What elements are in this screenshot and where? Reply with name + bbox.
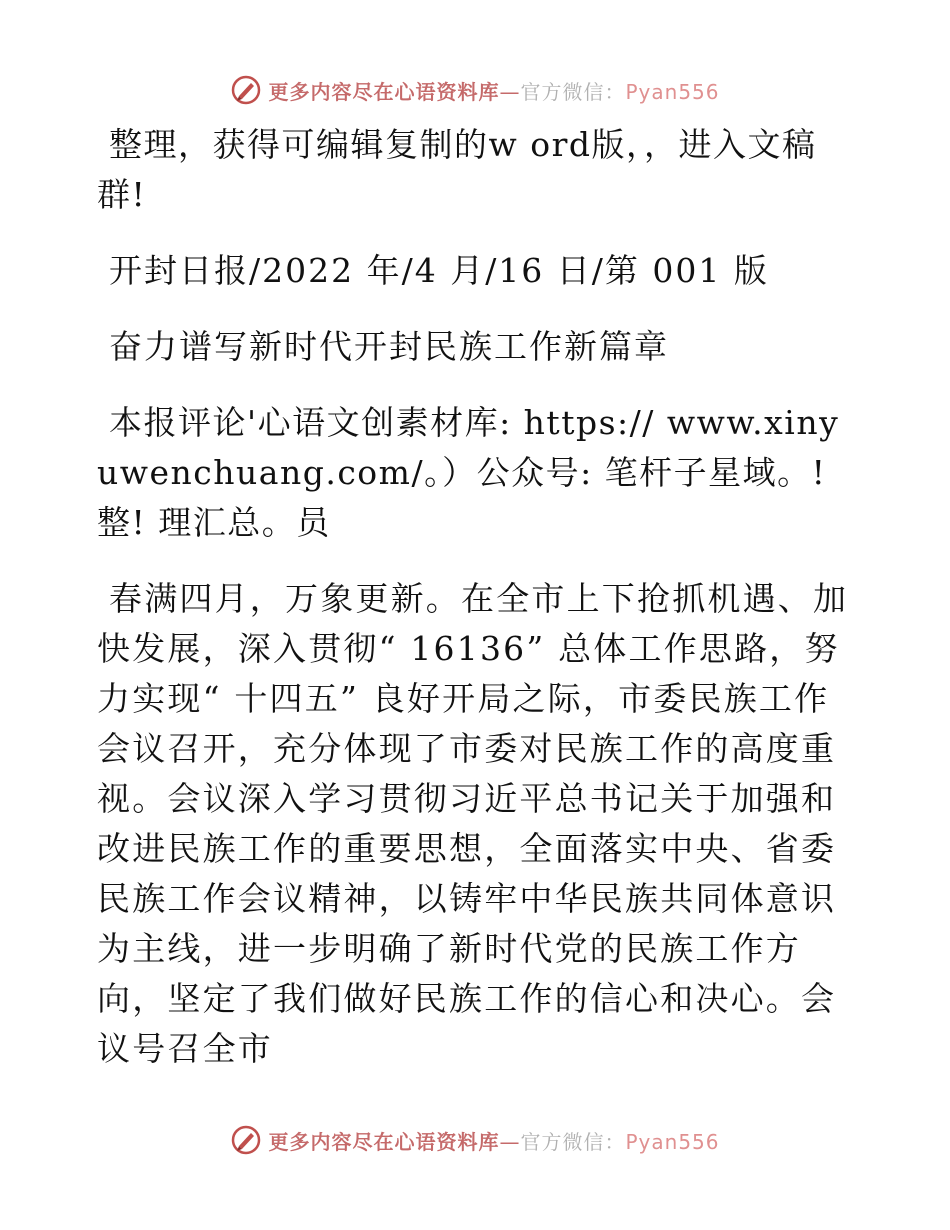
body-paragraph: 春满四月，万象更新。在全市上下抢抓机遇、加快发展，深入贯彻“ 16136” 总体工作思路，努力实现“ 十四五” 良好开局之际，市委民族工作会议召开，充分体现了市委对民族工作的高度重视。会议深入学习贯彻习近平总书记关于加强和改进民族工作的重要思想，全面落实中央、省委民族工作会议精神，以铸牢中华民族共同体意识为主线，进一步明确了新时代党的民族工作方向，坚定了我们做好民族工作的信心和决心。会议号召全市: [97, 579, 849, 1068]
pen-logo-icon: [230, 1124, 262, 1156]
watermark-text: [268, 1126, 719, 1155]
watermark-text: [268, 76, 719, 105]
byline-paragraph: 本报评论'心语文创素材库: https:// www.xinyuwenchuang.com/。）公众号: 笔杆子星域。! 整! 理汇总。员: [97, 403, 840, 542]
intro-paragraph: 整理，获得可编辑复制的w ord版，，进入文稿群!: [97, 125, 817, 214]
watermark-account: Pyan556: [625, 79, 720, 104]
pen-logo-icon: [230, 74, 262, 106]
watermark-account: Pyan556: [625, 1129, 720, 1154]
watermark-label: 官方微信：: [520, 1129, 626, 1154]
watermark-footer: [0, 1120, 950, 1160]
watermark-brand: 更多内容尽在心语资料库: [268, 79, 500, 104]
article-headline: 奋力谱写新时代开封民族工作新篇章: [109, 327, 669, 366]
watermark-dash: —: [499, 79, 521, 104]
watermark-brand: 更多内容尽在心语资料库: [268, 1129, 500, 1154]
watermark-header: [0, 70, 950, 110]
watermark-label: 官方微信：: [520, 79, 626, 104]
dateline: 开封日报/2022 年/4 月/16 日/第 001 版: [109, 251, 769, 290]
watermark-dash: —: [499, 1129, 521, 1154]
document-body: [97, 120, 853, 1100]
